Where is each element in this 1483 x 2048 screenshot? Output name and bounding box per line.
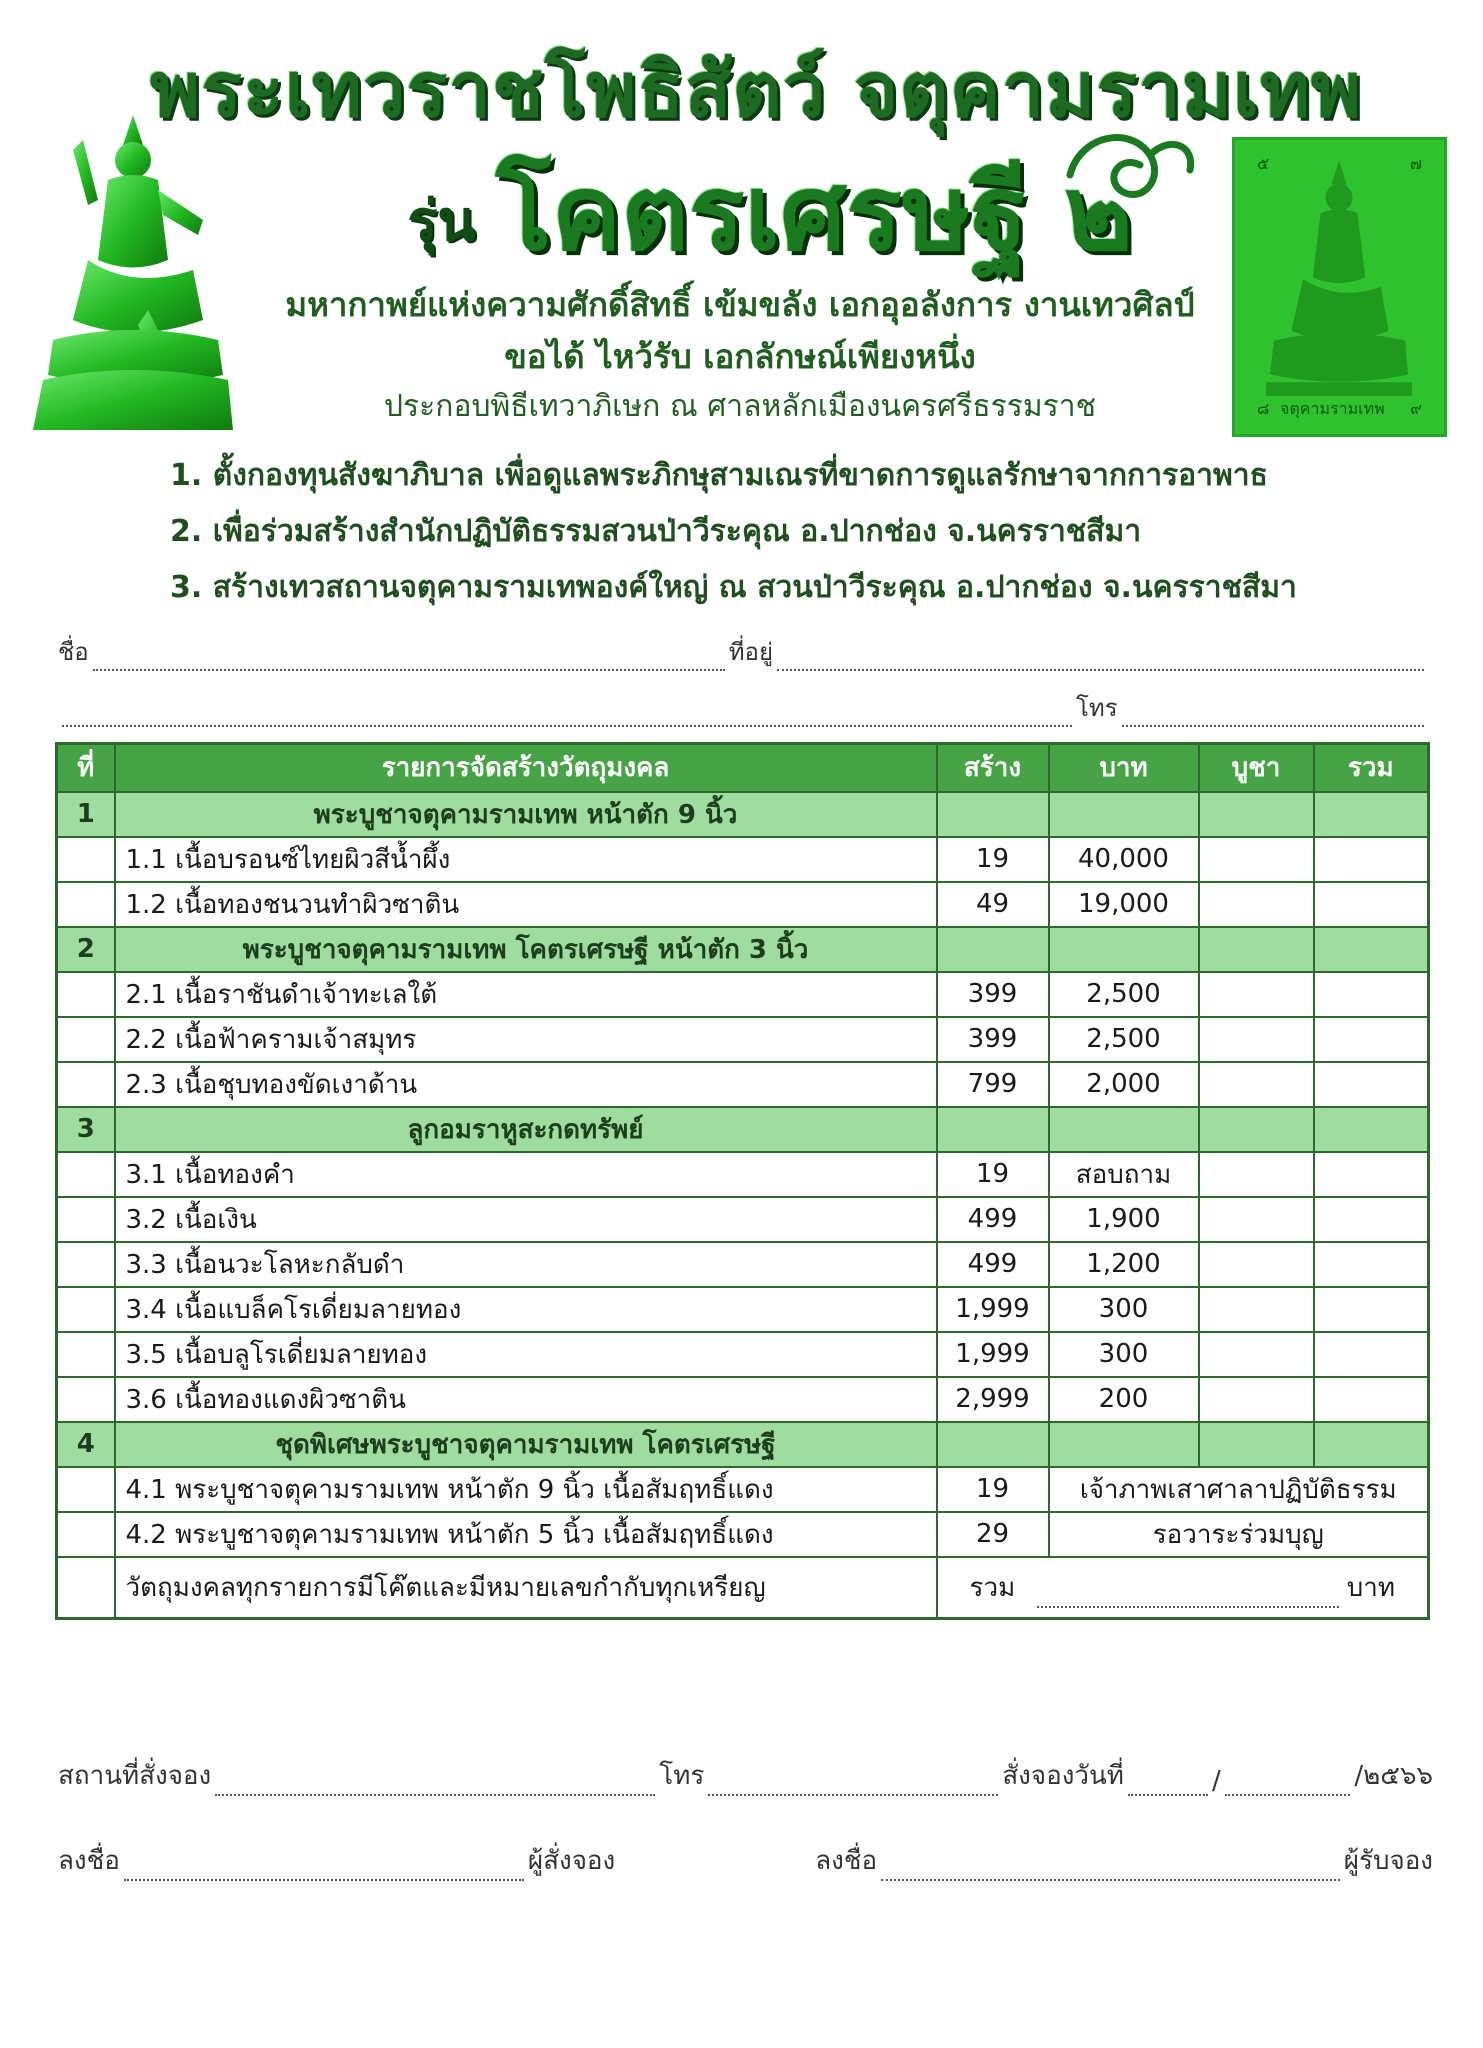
table-row xyxy=(57,1287,1429,1332)
table-row xyxy=(57,1152,1429,1197)
item-merged-note: รอวาระร่วมบุญ xyxy=(1049,1512,1429,1557)
item-price: 2,500 xyxy=(1049,972,1199,1017)
item-qty: 1,999 xyxy=(937,1332,1049,1377)
item-name: 3.2 เนื้อเงิน xyxy=(115,1197,937,1242)
item-qty: 499 xyxy=(937,1242,1049,1287)
item-name: 3.4 เนื้อแบล็คโรเดี่ยมลายทอง xyxy=(115,1287,937,1332)
item-price: 2,500 xyxy=(1049,1017,1199,1062)
reservation-info-row xyxy=(58,1755,1433,1796)
receiver-sign-field[interactable] xyxy=(881,1857,1340,1881)
worship-cell[interactable] xyxy=(1199,837,1314,882)
signature-row xyxy=(58,1840,1433,1881)
subtitle-1: มหากาพย์แห่งความศักดิ์สิทธิ์ เข้มขลัง เอกอุอลังการ งานเทวศิลป์ xyxy=(285,285,1195,324)
item-price: 300 xyxy=(1049,1332,1199,1377)
reservation-phone-field[interactable] xyxy=(708,1772,998,1796)
total-cell[interactable] xyxy=(1314,1197,1429,1242)
card-bottom-text: จตุคามรามเทพ xyxy=(1280,399,1385,418)
item-merged-note: เจ้าภาพเสาศาลาปฏิบัติธรรม xyxy=(1049,1467,1429,1512)
address-phone-row xyxy=(58,688,1428,727)
worship-cell[interactable] xyxy=(1199,1017,1314,1062)
worship-cell[interactable] xyxy=(1199,1197,1314,1242)
grand-total-label: รวม xyxy=(969,1572,1016,1603)
receiver-sign-label: ลงชื่อ xyxy=(815,1846,878,1876)
header-name: รายการจัดสร้างวัตถุมงคล xyxy=(115,744,937,792)
item-qty: 799 xyxy=(937,1062,1049,1107)
order-table xyxy=(55,742,1430,1620)
date-separator: / xyxy=(1211,1766,1221,1796)
grand-total-unit: บาท xyxy=(1346,1572,1395,1603)
subtitle-2: ขอได้ ไหว้รับ เอกลักษณ์เพียงหนึ่ง xyxy=(504,337,976,376)
date-year: /๒๕๖๖ xyxy=(1354,1761,1433,1791)
total-cell[interactable] xyxy=(1314,1017,1429,1062)
group-title: ลูกอมราหูสะกดทรัพย์ xyxy=(115,1107,937,1152)
place-label: สถานที่สั่งจอง xyxy=(58,1761,212,1791)
item-name: 2.2 เนื้อฟ้าครามเจ้าสมุทร xyxy=(115,1017,937,1062)
name-label: ชื่อ xyxy=(58,638,89,666)
total-cell[interactable] xyxy=(1314,1332,1429,1377)
group-number: 4 xyxy=(57,1422,115,1467)
item-price: 300 xyxy=(1049,1287,1199,1332)
flourish-ornament xyxy=(1060,115,1200,225)
main-title: พระเทวราชโพธิสัตว์ จตุคามรามเทพ xyxy=(150,45,1363,134)
item-name: 3.1 เนื้อทองคำ xyxy=(115,1152,937,1197)
grand-total-cell xyxy=(937,1557,1429,1619)
item-qty: 29 xyxy=(937,1512,1049,1557)
table-row xyxy=(57,1017,1429,1062)
item-name: 2.1 เนื้อราชันดำเจ้าทะเลใต้ xyxy=(115,972,937,1017)
worship-cell[interactable] xyxy=(1199,972,1314,1017)
table-row xyxy=(57,1512,1429,1557)
card-number-bottom-left: ๘ xyxy=(1257,399,1270,418)
item-qty: 19 xyxy=(937,1467,1049,1512)
item-qty: 49 xyxy=(937,882,1049,927)
item-qty: 1,999 xyxy=(937,1287,1049,1332)
address-field-line-2[interactable] xyxy=(62,703,1072,727)
item-name: 4.1 พระบูชาจตุคามรามเทพ หน้าตัก 9 นิ้ว เนื้อสัมฤทธิ์แดง xyxy=(115,1467,937,1512)
date-day-field[interactable] xyxy=(1128,1772,1208,1796)
header-worship: บูชา xyxy=(1199,744,1314,792)
deity-statue-image xyxy=(28,110,238,435)
phone-label: โทร xyxy=(1076,694,1118,722)
table-row xyxy=(57,972,1429,1017)
table-group-row xyxy=(57,792,1429,837)
orderer-label: ผู้สั่งจอง xyxy=(527,1846,616,1876)
item-name: 1.2 เนื้อทองชนวนทำผิวซาติน xyxy=(115,882,937,927)
card-number-bottom-right: ๙ xyxy=(1410,399,1422,418)
total-cell[interactable] xyxy=(1314,882,1429,927)
worship-cell[interactable] xyxy=(1199,1287,1314,1332)
table-row xyxy=(57,882,1429,927)
header-total: รวม xyxy=(1314,744,1429,792)
item-name: 3.5 เนื้อบลูโรเดี่ยมลายทอง xyxy=(115,1332,937,1377)
series-title xyxy=(407,135,1133,274)
total-cell[interactable] xyxy=(1314,1287,1429,1332)
group-title: พระบูชาจตุคามรามเทพ หน้าตัก 9 นิ้ว xyxy=(115,792,937,837)
header-qty: สร้าง xyxy=(937,744,1049,792)
phone-field[interactable] xyxy=(1122,703,1424,727)
item-name: 3.3 เนื้อนวะโลหะกลับดำ xyxy=(115,1242,937,1287)
table-row xyxy=(57,837,1429,882)
footer-note: วัตถุมงคลทุกรายการมีโค๊ตและมีหมายเลขกำกับทุกเหรียญ xyxy=(115,1557,937,1619)
subtitle-3: ประกอบพิธีเทวาภิเษก ณ ศาลหลักเมืองนครศรีธรรมราช xyxy=(384,389,1096,424)
table-row xyxy=(57,1197,1429,1242)
item-price: 200 xyxy=(1049,1377,1199,1422)
item-price: สอบถาม xyxy=(1049,1152,1199,1197)
item-qty: 399 xyxy=(937,1017,1049,1062)
table-footer-row xyxy=(57,1557,1429,1619)
receiver-label: ผู้รับจอง xyxy=(1343,1846,1433,1876)
purpose-item: 1. ตั้งกองทุนสังฆาภิบาล เพื่อดูแลพระภิกษุสามเณรที่ขาดการดูแลรักษาจากการอาพาธ xyxy=(170,458,1268,493)
address-field[interactable] xyxy=(777,647,1424,671)
header-price: บาท xyxy=(1049,744,1199,792)
series-prefix: รุ่น xyxy=(407,189,476,254)
total-cell[interactable] xyxy=(1314,972,1429,1017)
purpose-item: 2. เพื่อร่วมสร้างสำนักปฏิบัติธรรมสวนป่าวีระคุณ อ.ปากช่อง จ.นครราชสีมา xyxy=(170,514,1142,549)
worship-cell[interactable] xyxy=(1199,1152,1314,1197)
group-title: พระบูชาจตุคามรามเทพ โคตรเศรษฐี หน้าตัก 3 นิ้ว xyxy=(115,927,937,972)
purpose-item: 3. สร้างเทวสถานจตุคามรามเทพองค์ใหญ่ ณ สวนป่าวีระคุณ อ.ปากช่อง จ.นครราชสีมา xyxy=(170,570,1297,605)
total-cell[interactable] xyxy=(1314,1152,1429,1197)
item-name: 3.6 เนื้อทองแดงผิวซาติน xyxy=(115,1377,937,1422)
table-group-row xyxy=(57,927,1429,972)
reservation-phone-label: โทร xyxy=(659,1761,705,1791)
group-number: 3 xyxy=(57,1107,115,1152)
item-qty: 19 xyxy=(937,837,1049,882)
table-row xyxy=(57,1377,1429,1422)
item-name: 4.2 พระบูชาจตุคามรามเทพ หน้าตัก 5 นิ้ว เนื้อสัมฤทธิ์แดง xyxy=(115,1512,937,1557)
orderer-sign-label: ลงชื่อ xyxy=(58,1846,120,1876)
date-label: สั่งจองวันที่ xyxy=(1002,1761,1124,1791)
table-row xyxy=(57,1242,1429,1287)
item-price: 1,900 xyxy=(1049,1197,1199,1242)
item-name: 1.1 เนื้อบรอนซ์ไทยผิวสีน้ำผึ้ง xyxy=(115,837,937,882)
item-price: 19,000 xyxy=(1049,882,1199,927)
item-name: 2.3 เนื้อชุบทองขัดเงาด้าน xyxy=(115,1062,937,1107)
card-deity-figure xyxy=(1235,140,1444,434)
total-cell[interactable] xyxy=(1314,1242,1429,1287)
total-cell[interactable] xyxy=(1314,1062,1429,1107)
table-row xyxy=(57,1332,1429,1377)
deity-card-image xyxy=(1232,137,1447,437)
table-header-row xyxy=(57,744,1429,792)
group-number: 2 xyxy=(57,927,115,972)
worship-cell[interactable] xyxy=(1199,1377,1314,1422)
grand-total-field[interactable] xyxy=(1037,1584,1339,1608)
item-price: 40,000 xyxy=(1049,837,1199,882)
worship-cell[interactable] xyxy=(1199,1332,1314,1377)
header-no: ที่ xyxy=(57,744,115,792)
purpose-list xyxy=(170,448,1420,616)
table-row xyxy=(57,1467,1429,1512)
table-row xyxy=(57,1062,1429,1107)
orderer-sign-field[interactable] xyxy=(124,1857,524,1881)
item-price: 2,000 xyxy=(1049,1062,1199,1107)
date-month-field[interactable] xyxy=(1225,1772,1351,1796)
group-number: 1 xyxy=(57,792,115,837)
group-title: ชุดพิเศษพระบูชาจตุคามรามเทพ โคตรเศรษฐี xyxy=(115,1422,937,1467)
table-group-row xyxy=(57,1422,1429,1467)
worship-cell[interactable] xyxy=(1199,1062,1314,1107)
item-qty: 2,999 xyxy=(937,1377,1049,1422)
item-qty: 399 xyxy=(937,972,1049,1017)
total-cell[interactable] xyxy=(1314,1377,1429,1422)
place-field[interactable] xyxy=(215,1772,655,1796)
total-cell[interactable] xyxy=(1314,837,1429,882)
name-field[interactable] xyxy=(93,647,725,671)
table-group-row xyxy=(57,1107,1429,1152)
item-price: 1,200 xyxy=(1049,1242,1199,1287)
worship-cell[interactable] xyxy=(1199,1242,1314,1287)
series-name: โคตรเศรษฐี ๒ xyxy=(495,152,1133,274)
card-number-top-right: ๗ xyxy=(1409,154,1422,173)
item-qty: 499 xyxy=(937,1197,1049,1242)
name-address-row xyxy=(58,632,1428,671)
item-qty: 19 xyxy=(937,1152,1049,1197)
worship-cell[interactable] xyxy=(1199,882,1314,927)
address-label: ที่อยู่ xyxy=(728,638,773,666)
card-number-top-left: ๕ xyxy=(1257,154,1270,173)
